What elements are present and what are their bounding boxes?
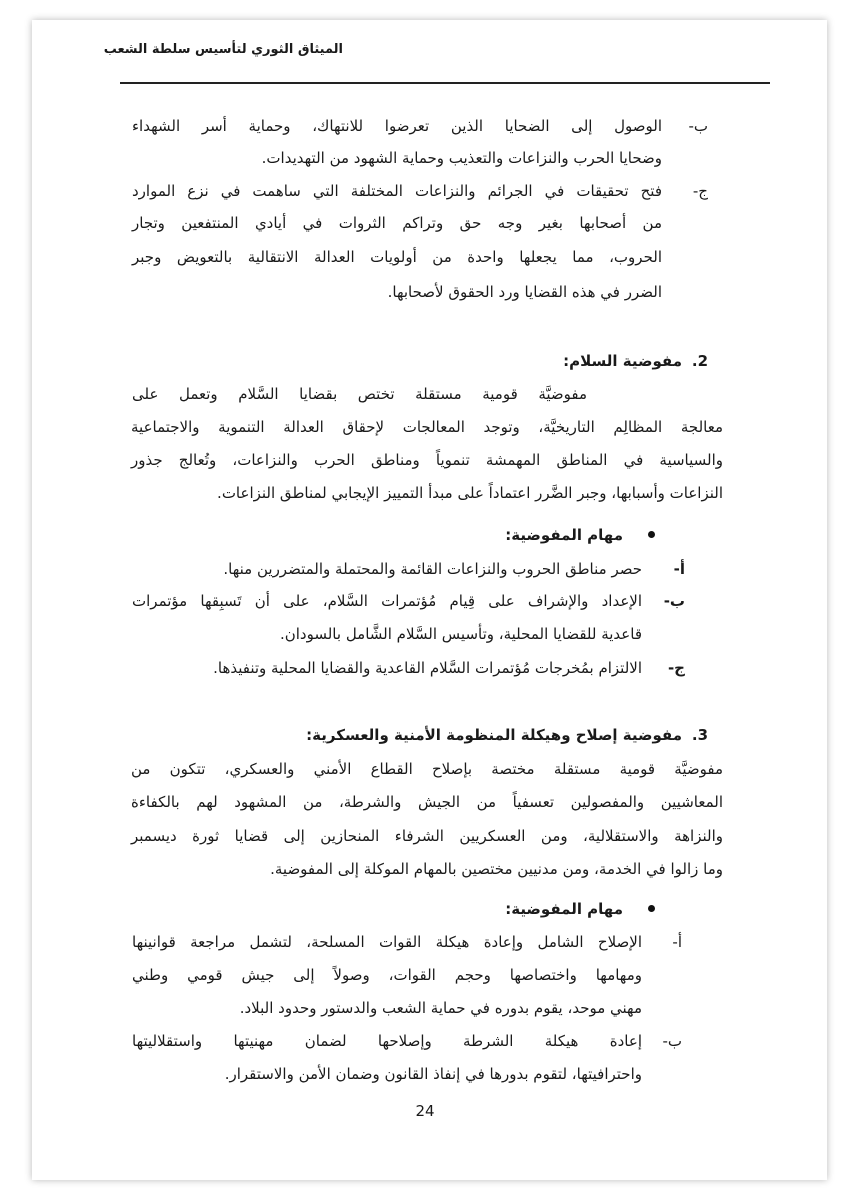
paragraph-line: الإعداد والإشراف على قِيام مُؤتمرات السَّلام، على أن تَسبِقها مؤتمرات	[132, 592, 642, 610]
page-number: 24	[415, 1102, 435, 1120]
page-header-title: الميثاق الثوري لتأسيس سلطة الشعب	[103, 42, 343, 57]
tasks-heading: مهام المفوضية:	[505, 900, 623, 918]
section-heading: مفوضية السلام:	[563, 352, 682, 370]
paragraph-line: الإصلاح الشامل وإعادة هيكلة القوات المسلحة، لتشمل مراجعة قوانينها	[132, 933, 642, 951]
paragraph-line: الحروب، مما يجعلها واحدة من أولويات العدالة الانتقالية بالتعويض وجبر	[132, 248, 662, 266]
paragraph-line: مفوضيَّة قومية مستقلة تختص بقضايا السَّلام وتعمل على	[132, 385, 587, 403]
paragraph-line: من أصحابها بغير وجه حق وتراكم الثروات في أيادي المنتفعين وتجار	[132, 214, 662, 232]
paragraph-line: والنزاهة والاستقلالية، ومن العسكريين الشرفاء المنحازين إلى قضايا ثورة ديسمبر	[131, 827, 723, 845]
section-heading: مفوضية إصلاح وهيكلة المنظومة الأمنية والعسكرية:	[306, 726, 682, 744]
paragraph-line: النزاعات وأسبابها، وجبر الضَّرر اعتماداً على مبدأ التمييز الإيجابي لمناطق النزاعات.	[217, 484, 723, 502]
section-number: 3.	[691, 726, 708, 744]
tasks-heading: مهام المفوضية:	[505, 526, 623, 544]
paragraph-line: حصر مناطق الحروب والنزاعات القائمة والمحتملة والمتضررين منها.	[223, 560, 642, 578]
paragraph-line: مهني موحد، يقوم بدوره في حماية الشعب والدستور وحدود البلاد.	[239, 999, 642, 1017]
paragraph-line: الوصول إلى الضحايا الذين تعرضوا للانتهاك، وحماية أسر الشهداء	[132, 117, 662, 135]
item-marker: ب-	[688, 117, 708, 135]
bullet-icon	[648, 905, 655, 912]
paragraph-line: إعادة هيكلة الشرطة وإصلاحها لضمان مهنيتها واستقلاليتها	[132, 1032, 642, 1050]
item-marker: ج-	[692, 182, 708, 200]
item-marker: ج-	[667, 659, 685, 677]
paragraph-line: والسياسية في المناطق المهمشة تنموياً ومناطق الحرب والنزاعات، وتُعالج جذور	[131, 451, 723, 469]
item-marker: أ-	[673, 560, 685, 578]
header-divider	[120, 82, 770, 84]
bullet-icon	[648, 531, 655, 538]
paragraph-line: المعاشيين والمفصولين تعسفياً من الجيش والشرطة، من المشهود لهم بالكفاءة	[131, 793, 723, 811]
item-marker: أ-	[672, 933, 682, 951]
item-marker: ب-	[663, 592, 685, 610]
paragraph-line: فتح تحقيقات في الجرائم والنزاعات المختلفة التي ساهمت في نزع الموارد	[132, 182, 662, 200]
paragraph-line: ومهامها واختصاصها وحجم القوات، وصولاً إلى جيش قومي وطني	[132, 966, 642, 984]
paragraph-line: وضحايا الحرب والنزاعات والتعذيب وحماية الشهود من التهديدات.	[261, 149, 662, 167]
paragraph-line: واحترافيتها، لتقوم بدورها في إنفاذ القانون وضمان الأمن والاستقرار.	[224, 1065, 642, 1083]
section-number: 2.	[691, 352, 708, 370]
paragraph-line: قاعدية للقضايا المحلية، وتأسيس السَّلام الشَّامل بالسودان.	[279, 625, 642, 643]
item-marker: ب-	[662, 1032, 682, 1050]
paragraph-line: مفوضيَّة قومية مستقلة مختصة بإصلاح القطاع الأمني والعسكري، تتكون من	[131, 760, 723, 778]
paragraph-line: الضرر في هذه القضايا ورد الحقوق لأصحابها.	[387, 283, 662, 301]
paragraph-line: الالتزام بمُخرجات مُؤتمرات السَّلام القاعدية والقضايا المحلية وتنفيذها.	[213, 659, 642, 677]
paragraph-line: وما زالوا في الخدمة، ومن مدنيين مختصين بالمهام الموكلة إلى المفوضية.	[270, 860, 723, 878]
paragraph-line: معالجة المظالِم التاريخيَّة، وتوجد المعالجات لإحقاق العدالة التنموية والاجتماعية	[131, 418, 723, 436]
